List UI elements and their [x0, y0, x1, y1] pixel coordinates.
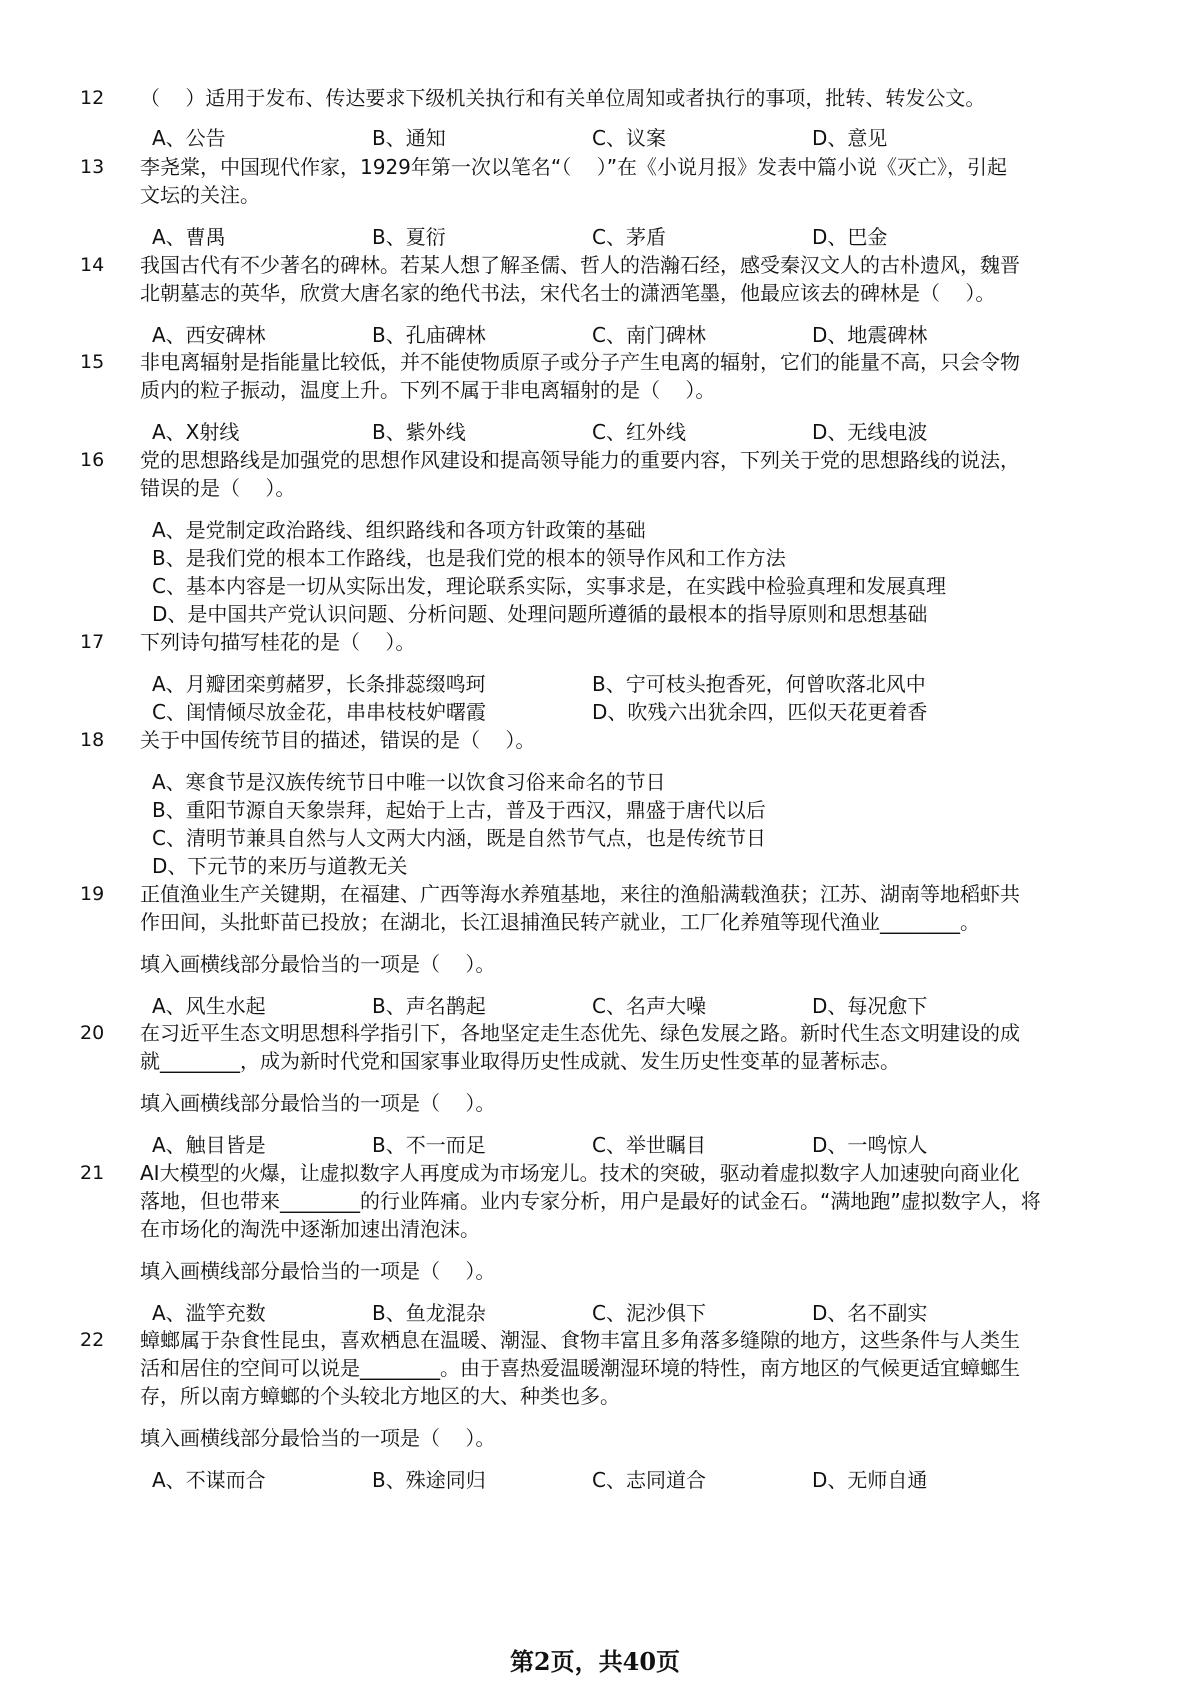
- question-number: 13: [80, 156, 105, 178]
- option-a: A、西安碑林: [152, 323, 266, 347]
- question-number: 18: [80, 729, 105, 751]
- option-b: B、鱼龙混杂: [372, 1301, 486, 1325]
- question-number: 17: [80, 631, 105, 653]
- option-b: B、是我们党的根本工作路线，也是我们党的根本的领导作风和工作方法: [152, 546, 786, 570]
- question-text-line: AI大模型的火爆，让虚拟数字人再度成为市场宠儿。技术的突破，驱动着虚拟数字人加速驶向商业化: [140, 1161, 1020, 1185]
- question-text-line: 质内的粒子振动，温度上升。下列不属于非电离辐射的是（ ）。: [140, 378, 716, 402]
- option-a: A、公告: [152, 126, 226, 150]
- question-text-line: 存，所以南方蟑螂的个头较北方地区的大、种类也多。: [140, 1384, 620, 1408]
- option-c: C、泥沙俱下: [592, 1301, 706, 1325]
- question-text-line: 就________，成为新时代党和国家事业取得历史性成就、发生历史性变革的显著标志。: [140, 1049, 900, 1073]
- option-d: D、吹残六出犹余四，匹似天花更着香: [592, 700, 928, 724]
- option-b: B、紫外线: [372, 420, 466, 444]
- option-a: A、不谋而合: [152, 1468, 266, 1492]
- question-text-line: 非电离辐射是指能量比较低，并不能使物质原子或分子产生电离的辐射，它们的能量不高，只会令物: [140, 350, 1020, 374]
- question-text-line: 落地，但也带来________的行业阵痛。业内专家分析，用户是最好的试金石。“满地跑”虚拟数字人，将: [140, 1189, 1041, 1213]
- question-number: 20: [80, 1022, 105, 1044]
- question-number: 21: [80, 1162, 105, 1184]
- option-d: D、无师自通: [812, 1468, 928, 1492]
- question-text-line: 李尧棠，中国现代作家，1929年第一次以笔名“（ ）”在《小说月报》发表中篇小说《灭亡》，引起: [140, 155, 1008, 179]
- option-d: D、是中国共产党认识问题、分析问题、处理问题所遵循的最根本的指导原则和思想基础: [152, 602, 928, 626]
- question-number: 14: [80, 254, 105, 276]
- question-number: 12: [80, 87, 105, 109]
- option-b: B、殊途同归: [372, 1468, 486, 1492]
- option-a: A、曹禺: [152, 225, 226, 249]
- option-c: C、红外线: [592, 420, 686, 444]
- question-number: 22: [80, 1329, 105, 1351]
- question-prompt: 填入画横线部分最恰当的一项是（ ）。: [140, 1091, 496, 1115]
- option-c: C、议案: [592, 126, 666, 150]
- option-b: B、孔庙碑林: [372, 323, 486, 347]
- option-d: D、无线电波: [812, 420, 928, 444]
- question-text-line: 党的思想路线是加强党的思想作风建设和提高领导能力的重要内容，下列关于党的思想路线的说法，: [140, 448, 1020, 472]
- question-text-line: 我国古代有不少著名的碑林。若某人想了解圣儒、哲人的浩瀚石经，感受秦汉文人的古朴遗风，魏晋: [140, 253, 1020, 277]
- question-text-line: 下列诗句描写桂花的是（ ）。: [140, 630, 416, 654]
- option-b: B、声名鹊起: [372, 994, 486, 1018]
- option-a: A、X射线: [152, 420, 240, 444]
- option-c: C、基本内容是一切从实际出发，理论联系实际，实事求是，在实践中检验真理和发展真理: [152, 574, 946, 598]
- question-number: 15: [80, 351, 105, 373]
- option-a: A、风生水起: [152, 994, 266, 1018]
- question-text-line: 在习近平生态文明思想科学指引下，各地坚定走生态优先、绿色发展之路。新时代生态文明建设的成: [140, 1021, 1020, 1045]
- option-a: A、滥竽充数: [152, 1301, 266, 1325]
- question-text-line: 在市场化的淘洗中逐渐加速出清泡沫。: [140, 1217, 480, 1241]
- option-c: C、清明节兼具自然与人文两大内涵，既是自然节气点，也是传统节日: [152, 826, 766, 850]
- option-d: D、每况愈下: [812, 994, 928, 1018]
- question-text-line: 蟑螂属于杂食性昆虫，喜欢栖息在温暖、潮湿、食物丰富且多角落多缝隙的地方，这些条件与人类生: [140, 1328, 1020, 1352]
- option-b: B、不一而足: [372, 1133, 486, 1157]
- option-d: D、地震碑林: [812, 323, 928, 347]
- question-text-line: 活和居住的空间可以说是________。由于喜热爱温暖潮湿环境的特性，南方地区的气候更适宜蟑螂生: [140, 1356, 1020, 1380]
- question-prompt: 填入画横线部分最恰当的一项是（ ）。: [140, 1259, 496, 1283]
- question-text-line: 错误的是（ ）。: [140, 476, 296, 500]
- question-text-line: 北朝墓志的英华，欣赏大唐名家的绝代书法，宋代名士的潇洒笔墨，他最应该去的碑林是（ ）。: [140, 281, 996, 305]
- question-text-line: 文坛的关注。: [140, 183, 260, 207]
- question-number: 19: [80, 883, 105, 905]
- option-b: B、夏衍: [372, 225, 446, 249]
- option-a: A、月瓣团栾剪赭罗，长条排蕊缀鸣珂: [152, 672, 486, 696]
- option-b: B、重阳节源自天象崇拜，起始于上古，普及于西汉，鼎盛于唐代以后: [152, 798, 766, 822]
- option-d: D、一鸣惊人: [812, 1133, 928, 1157]
- option-a: A、触目皆是: [152, 1133, 266, 1157]
- question-text-line: 关于中国传统节目的描述，错误的是（ ）。: [140, 728, 536, 752]
- question-number: 16: [80, 449, 105, 471]
- option-b: B、通知: [372, 126, 446, 150]
- option-b: B、宁可枝头抱香死，何曾吹落北风中: [592, 672, 926, 696]
- option-d: D、下元节的来历与道教无关: [152, 854, 408, 878]
- option-c: C、举世瞩目: [592, 1133, 706, 1157]
- option-c: C、南门碑林: [592, 323, 706, 347]
- question-prompt: 填入画横线部分最恰当的一项是（ ）。: [140, 1426, 496, 1450]
- question-text-line: 作田间，头批虾苗已投放；在湖北，长江退捕渔民转产就业，工厂化养殖等现代渔业________。: [140, 910, 980, 934]
- question-prompt: 填入画横线部分最恰当的一项是（ ）。: [140, 952, 496, 976]
- option-c: C、闺情倾尽放金花，串串枝枝妒曙霞: [152, 700, 486, 724]
- option-c: C、名声大噪: [592, 994, 706, 1018]
- option-a: A、是党制定政治路线、组织路线和各项方针政策的基础: [152, 518, 646, 542]
- option-c: C、志同道合: [592, 1468, 706, 1492]
- page-footer: 第2页，共40页: [509, 1647, 681, 1676]
- option-d: D、意见: [812, 126, 888, 150]
- option-c: C、茅盾: [592, 225, 666, 249]
- question-text: （ ）适用于发布、传达要求下级机关执行和有关单位周知或者执行的事项，批转、转发公文。: [140, 86, 986, 110]
- option-d: D、巴金: [812, 225, 888, 249]
- option-d: D、名不副实: [812, 1301, 928, 1325]
- option-a: A、寒食节是汉族传统节日中唯一以饮食习俗来命名的节日: [152, 770, 666, 794]
- question-text-line: 正值渔业生产关键期，在福建、广西等海水养殖基地，来往的渔船满载渔获；江苏、湖南等地稻虾共: [140, 882, 1020, 906]
